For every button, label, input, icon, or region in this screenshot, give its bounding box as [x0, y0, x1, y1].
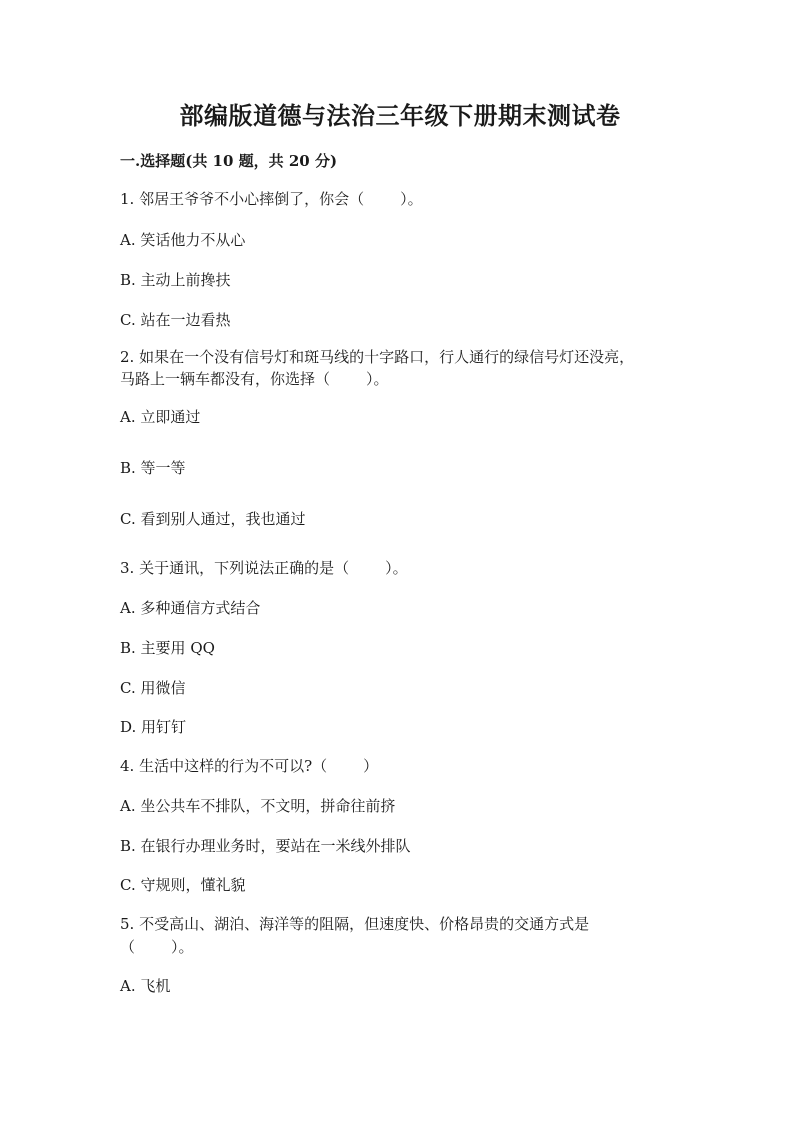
question-2-stem-line-1: 2. 如果在一个没有信号灯和斑马线的十字路口，行人通行的绿信号灯还没亮， — [120, 348, 635, 366]
question-3-option-b: B. 主要用 QQ — [120, 639, 215, 657]
question-2-option-a: A. 立即通过 — [120, 408, 201, 426]
section-heading: 一.选择题(共 10 题，共 20 分) — [120, 152, 338, 170]
question-4-option-a: A. 坐公共车不排队，不文明，拼命往前挤 — [120, 797, 396, 815]
question-2-option-c: C. 看到别人通过，我也通过 — [120, 510, 306, 528]
question-3-stem: 3. 关于通讯，下列说法正确的是（ ）。 — [120, 559, 408, 577]
question-4-option-c: C. 守规则，懂礼貌 — [120, 876, 246, 894]
question-4-stem: 4. 生活中这样的行为不可以?（ ） — [120, 757, 379, 775]
question-1-option-c: C. 站在一边看热 — [120, 311, 231, 329]
question-3-option-a: A. 多种通信方式结合 — [120, 599, 261, 617]
question-1-option-b: B. 主动上前搀扶 — [120, 271, 231, 289]
page-title: 部编版道德与法治三年级下册期末测试卷 — [179, 101, 621, 130]
question-4-option-b: B. 在银行办理业务时，要站在一米线外排队 — [120, 837, 411, 855]
question-2-stem-line-2: 马路上一辆车都没有，你选择（ ）。 — [120, 370, 389, 388]
question-1-option-a: A. 笑话他力不从心 — [120, 231, 246, 249]
question-5-option-a: A. 飞机 — [120, 977, 171, 995]
question-2-option-b: B. 等一等 — [120, 459, 186, 477]
question-3-option-d: D. 用钉钉 — [120, 718, 187, 736]
question-5-stem-line-2: （ ）。 — [120, 938, 194, 956]
question-3-option-c: C. 用微信 — [120, 679, 186, 697]
question-1-stem: 1. 邻居王爷爷不小心摔倒了，你会（ ）。 — [120, 190, 423, 208]
question-5-stem-line-1: 5. 不受高山、湖泊、海洋等的阻隔，但速度快、价格昂贵的交通方式是 — [120, 915, 590, 933]
